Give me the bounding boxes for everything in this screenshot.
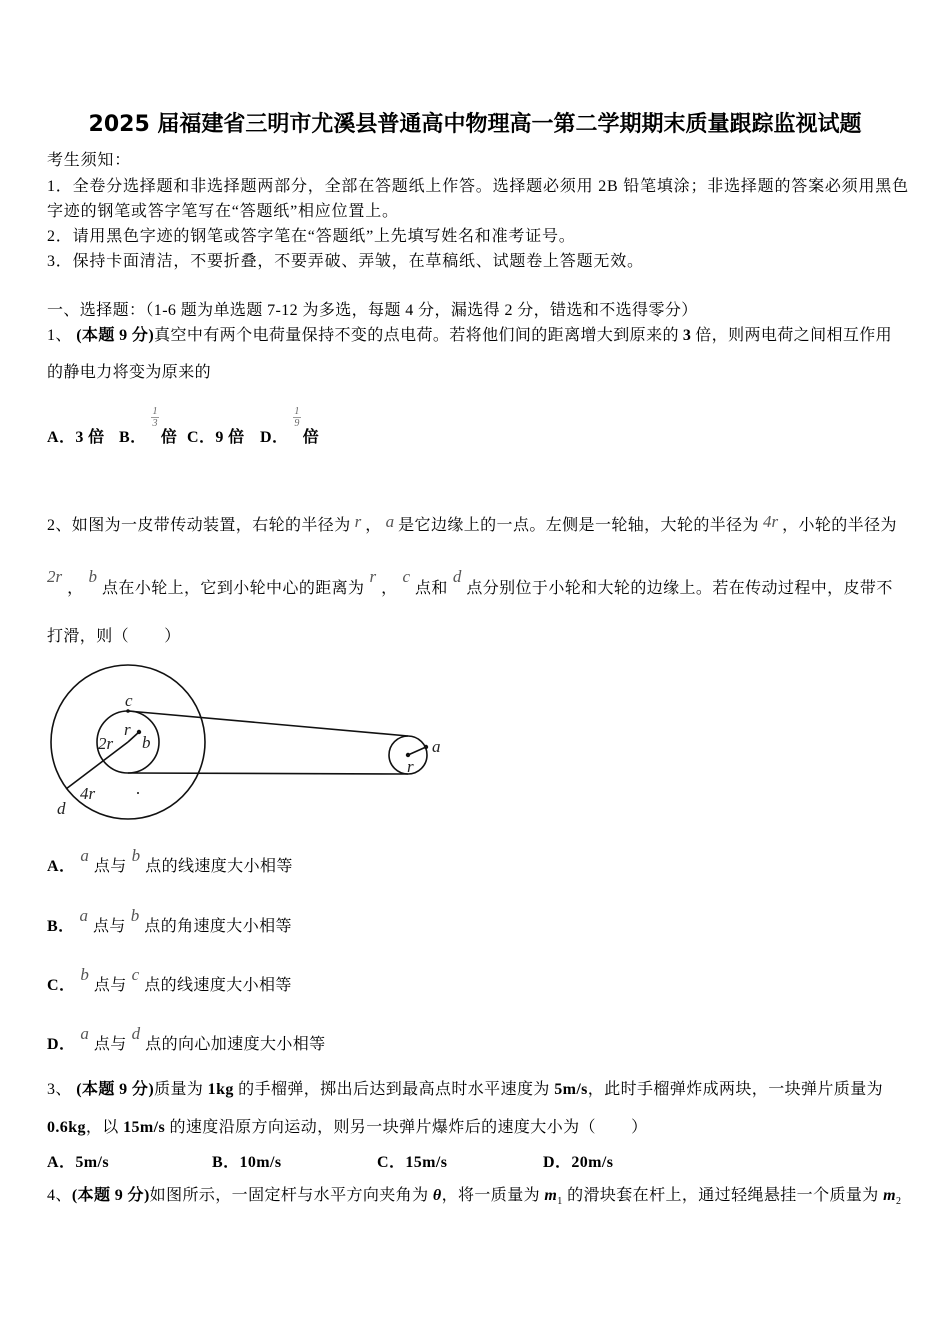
notice-heading (47, 150, 131, 172)
q4-score-tag: (本题 9 分) (71, 1187, 150, 1204)
q2-option-b-rest: 点的角速度大小相等 (144, 918, 292, 935)
q2-text: 2、如图为一皮带传动装置，右轮的半径为 (47, 517, 351, 534)
q1-stem-a: 真空中有两个电荷量保持不变的点电荷。若将他们间的距离增大到原来的 (154, 327, 679, 344)
q1-option-c-label: C． (187, 429, 216, 446)
q1-option-b-denominator: 3 (152, 418, 158, 429)
q3-mass: 1kg (207, 1081, 234, 1098)
q1-option-d-numerator: 1 (294, 406, 300, 417)
q1-score-tag: (本题 9 分) (76, 327, 155, 344)
q2-option-d-label: D． (47, 1036, 76, 1053)
radius-line-a (408, 747, 426, 755)
q2-option-a-var-2: b (131, 846, 141, 865)
label-c: c (125, 691, 133, 710)
q4-stem-line-1 (47, 1185, 901, 1207)
q1-option-d-fraction (293, 406, 300, 429)
q4-text: 如图所示，一固定杆与水平方向夹角为 (149, 1187, 433, 1204)
q2-stem-line-2 (47, 567, 893, 599)
q2-var-c: c (402, 567, 411, 586)
q1-option-a-label: A． (47, 429, 76, 446)
q1-option-b-unit: 倍 (160, 429, 178, 446)
notice-item-1-cont (47, 201, 399, 223)
q1-stem-line-1 (47, 325, 892, 347)
q2-var-b: b (88, 567, 98, 586)
notice-item-1-line-2: 字迹的钢笔或答字笔写在“答题纸”相应位置上。 (47, 203, 399, 220)
q2-var-2r: 2r (47, 567, 63, 586)
q2-option-c-rest: 点的线速度大小相等 (144, 977, 292, 994)
q3-option-c (377, 1152, 447, 1174)
q2-var-r: r (369, 567, 377, 586)
q4-text: ，将一质量为 (441, 1187, 545, 1204)
q2-text: 点在小轮上，它到小轮中心的距离为 (102, 580, 365, 597)
q2-var-a: a (385, 512, 395, 531)
q3-text: 质量为 (154, 1081, 208, 1098)
label-b: b (142, 733, 151, 752)
belt-bottom (128, 773, 408, 774)
q2-text: 打滑，则（ ） (47, 628, 181, 645)
q2-text: 点分别位于小轮和大轮的边缘上。若在传动过程中，皮带不 (466, 580, 893, 597)
q1-number: 1、 (47, 327, 77, 344)
q4-var-m: m (544, 1187, 558, 1204)
q1-option-b (119, 406, 178, 449)
q2-option-d-rest: 点的向心加速度大小相等 (145, 1036, 326, 1053)
q3-stem-line-2 (47, 1117, 648, 1139)
q1-stem-line-2-text: 的静电力将变为原来的 (47, 364, 212, 381)
q2-option-d-var-1: a (80, 1024, 89, 1043)
q3-fragment-mass: 0.6kg (47, 1119, 86, 1136)
q3-text: ，此时手榴弹炸成两块，一块弹片质量为 (587, 1081, 883, 1098)
q3-option-d (543, 1152, 613, 1174)
label-r-inner: r (124, 720, 131, 739)
q2-option-d-mid: 点与 (93, 1036, 127, 1053)
label-a: a (432, 737, 441, 756)
notice-item-3-text: 3．保持卡面清洁，不要折叠，不要弄破、弄皱，在草稿纸、试题卷上答题无效。 (47, 253, 644, 270)
belt-drive-figure (40, 660, 460, 830)
q1-option-c-unit: 倍 (228, 429, 245, 446)
q2-option-d (47, 1024, 326, 1055)
notice-item-1 (47, 176, 909, 198)
q3-text: 的手榴弹，掷出后达到最高点时水平速度为 (233, 1081, 555, 1098)
q3-option-b-text: B．10m/s (212, 1154, 282, 1171)
q2-option-b (47, 906, 292, 937)
q1-option-c-value: 9 (215, 429, 229, 446)
notice-item-1-line-1: 1．全卷分选择题和非选择题两部分，全部在答题纸上作答。选择题必须用 2B 铅笔填涂；非选择题的答案必须用黑色 (47, 178, 909, 195)
q2-var-4r: 4r (762, 512, 779, 531)
q3-option-d-text: D．20m/s (543, 1154, 614, 1171)
q1-option-d (260, 406, 320, 449)
q1-option-a-value: 3 (75, 429, 89, 446)
q2-option-d-var-2: d (131, 1024, 141, 1043)
q2-text: ， (67, 580, 84, 597)
q2-text: ，小轮的半径为 (782, 517, 897, 534)
q2-option-c-label: C． (47, 977, 76, 994)
q2-option-c (47, 965, 292, 996)
q1-option-b-numerator: 1 (152, 406, 158, 417)
q2-var-d: d (452, 567, 462, 586)
stray-mark (137, 792, 139, 794)
notice-item-2-text: 2．请用黑色字迹的钢笔或答字笔在“答题纸”上先填写姓名和准考证号。 (47, 228, 576, 245)
label-d: d (57, 799, 66, 818)
q2-stem-line-3 (47, 626, 181, 648)
label-r-right: r (407, 757, 414, 776)
q2-option-b-label: B． (47, 918, 75, 935)
q2-option-b-var-2: b (130, 906, 140, 925)
notice-heading-text: 考生须知： (47, 152, 132, 169)
belt-top (128, 711, 408, 736)
label-2r: 2r (98, 734, 114, 753)
q4-var-m-subscript: 2 (895, 1196, 902, 1207)
q2-text: ， (381, 580, 398, 597)
q1-option-a-unit: 倍 (88, 429, 105, 446)
q4-var-m: m (883, 1187, 896, 1204)
q2-option-a-rest: 点的线速度大小相等 (145, 858, 293, 875)
q2-option-a (47, 846, 293, 877)
q2-text: ， (365, 517, 382, 534)
q4-text: 的滑块套在杆上，通过轻绳悬挂一个质量为 (562, 1187, 884, 1204)
q3-option-b (212, 1152, 281, 1174)
q3-score-tag: (本题 9 分) (76, 1081, 155, 1098)
q2-option-a-label: A． (47, 858, 76, 875)
q4-var-theta: θ (432, 1187, 442, 1204)
q4-number: 4、 (47, 1187, 72, 1204)
point-b-dot (137, 730, 141, 734)
q3-option-a-text: A．5m/s (47, 1154, 109, 1171)
label-4r: 4r (80, 784, 96, 803)
q1-option-c (187, 427, 245, 449)
q3-fragment-speed: 15m/s (123, 1119, 166, 1136)
q2-option-c-var-1: b (80, 965, 89, 984)
page-title: 2025 届福建省三明市尤溪县普通高中物理高一第二学期期末质量跟踪监视试题 (88, 112, 862, 137)
q3-stem-line-1 (47, 1079, 883, 1101)
point-a-dot (424, 745, 428, 749)
notice-item-3 (47, 251, 644, 273)
q1-option-b-fraction (151, 406, 158, 429)
q1-option-a (47, 427, 105, 449)
q2-text: 是它边缘上的一点。左侧是一轮轴，大轮的半径为 (398, 517, 759, 534)
q3-option-a (47, 1152, 109, 1174)
notice-item-2 (47, 226, 576, 248)
q1-option-d-unit: 倍 (302, 429, 320, 446)
q1-stem-line-2 (47, 362, 211, 384)
q3-number: 3、 (47, 1081, 77, 1098)
q2-option-a-var-1: a (80, 846, 89, 865)
q3-speed: 5m/s (554, 1081, 588, 1098)
q4-var-m-subscript: 1 (557, 1196, 563, 1207)
q2-option-c-var-2: c (131, 965, 140, 984)
q1-option-d-label: D． (260, 429, 289, 446)
q2-option-c-mid: 点与 (93, 977, 127, 994)
q1-stem-number: 3 (682, 327, 692, 344)
q2-option-a-mid: 点与 (93, 858, 127, 875)
section-heading (47, 300, 698, 322)
q1-option-b-label: B． (119, 429, 147, 446)
q3-text: 的速度沿原方向运动，则另一块弹片爆炸后的速度大小为（ ） (165, 1119, 648, 1136)
q1-option-d-denominator: 9 (294, 418, 300, 429)
q3-text: ，以 (85, 1119, 124, 1136)
q2-option-b-mid: 点与 (92, 918, 126, 935)
q2-text: 点和 (415, 580, 448, 597)
q1-stem-b: 倍，则两电荷之间相互作用 (695, 327, 893, 344)
section-heading-text: 一、选择题：（1-6 题为单选题 7-12 为多选，每题 4 分，漏选得 2 分，错选和不选得零分） (47, 302, 698, 319)
q3-option-c-text: C．15m/s (377, 1154, 448, 1171)
q2-stem-line-1 (47, 514, 897, 536)
q2-var-r: r (354, 512, 362, 531)
q2-option-b-var-1: a (79, 906, 88, 925)
